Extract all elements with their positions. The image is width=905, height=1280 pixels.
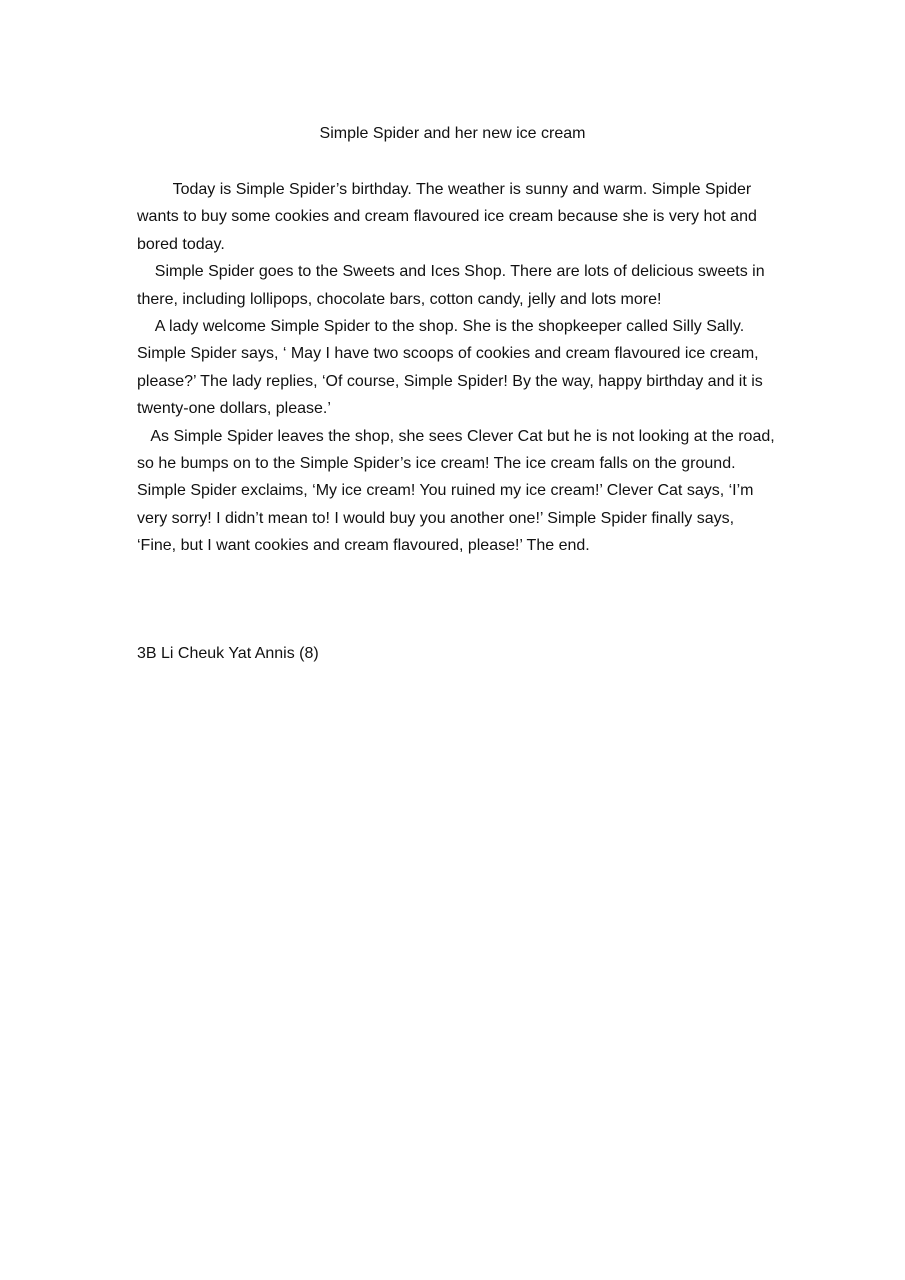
story-paragraph: Today is Simple Spider’s birthday. The weather is sunny and warm. Simple Spider wants to buy some cookies and cream flavoured ice cream because she is very hot and bored today.: [137, 181, 762, 253]
author-line: 3B Li Cheuk Yat Annis (8): [137, 645, 319, 662]
story-title: Simple Spider and her new ice cream: [319, 125, 586, 142]
story-paragraph: A lady welcome Simple Spider to the shop. She is the shopkeeper called Silly Sally. Simple Spider says, ‘ May I have two scoops of cookies and cream flavoured ice cream, please?’ The lady replies, ‘Of course, Simple Spider! By the way, happy birthday and it is twenty-one dollars, please.’: [137, 318, 768, 418]
story-paragraph: Simple Spider goes to the Sweets and Ices Shop. There are lots of delicious sweets in there, including lollipops, chocolate bars, cotton candy, jelly and lots more!: [137, 263, 770, 308]
story-body: [137, 176, 780, 560]
story-paragraph: As Simple Spider leaves the shop, she sees Clever Cat but he is not looking at the road, so he bumps on to the Simple Spider’s ice cream! The ice cream falls on the ground. Simple Spider exclaims, ‘My ice cream! You ruined my ice cream!’ Clever Cat says, ‘I’m very sorry! I didn’t mean to! I would buy you another one!’ Simple Spider finally says, ‘Fine, but I want cookies and cream flavoured, please!’ The end.: [137, 427, 780, 555]
